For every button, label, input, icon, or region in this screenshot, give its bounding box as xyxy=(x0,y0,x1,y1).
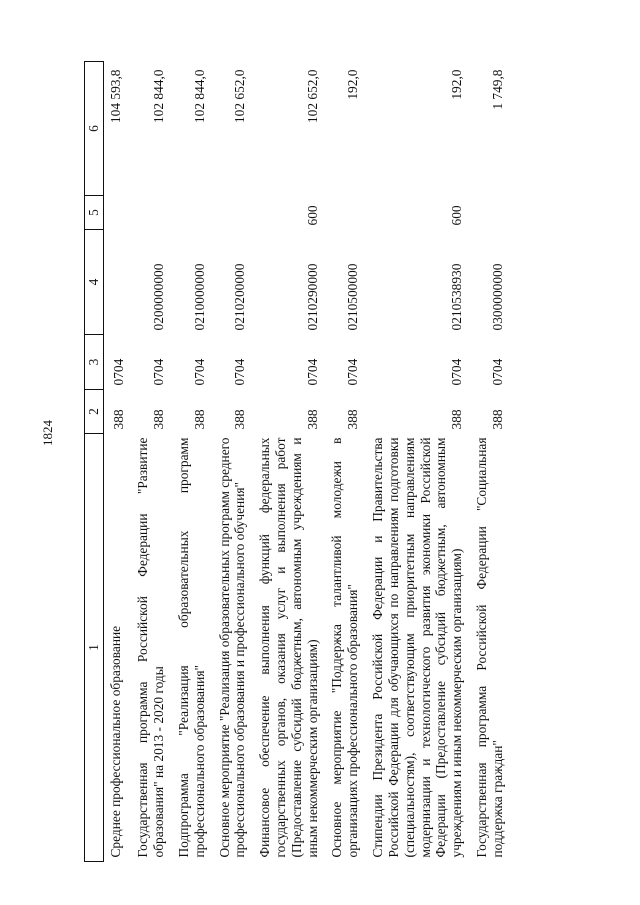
table-row xyxy=(253,62,325,862)
row-section-code: 0704 xyxy=(345,358,361,386)
row-amount: 104 593,8 xyxy=(107,69,123,124)
row-ministry-code: 388 xyxy=(345,409,361,430)
column-header-target-article: 4 xyxy=(85,230,104,335)
row-amount: 102 844,0 xyxy=(191,69,207,124)
table-body xyxy=(103,62,510,862)
row-expense-type xyxy=(213,196,254,230)
row-target-article: 0210538930 xyxy=(449,263,465,331)
row-expense-type: 600 xyxy=(304,205,320,226)
row-name: Основное мероприятие "Поддержка талантливой молодежи в организациях профессионального образования" xyxy=(329,437,361,858)
row-name: Основное мероприятие "Реализация образовательных программ среднего профессионального образования и профессионального обучения" xyxy=(216,437,248,858)
column-header-amount: 6 xyxy=(85,62,104,196)
row-expense-type xyxy=(325,196,366,230)
row-ministry-code: 388 xyxy=(489,409,505,430)
row-expense-type: 600 xyxy=(449,205,465,226)
table-row xyxy=(470,62,511,862)
row-ministry-code: 388 xyxy=(232,409,248,430)
row-target-article: 0210500000 xyxy=(345,263,361,331)
row-expense-type xyxy=(103,196,131,230)
table-row xyxy=(325,62,366,862)
row-section-code: 0704 xyxy=(151,358,167,386)
column-header-ministry: 2 xyxy=(85,390,104,434)
row-target-article xyxy=(103,230,131,335)
row-name: Финансовое обеспечение выполнения функций федеральных государственных органов, оказания услуг и выполнения работ (Предоставление субсидий бюджетным, автономным учреждениям и иным некоммерческим организациям) xyxy=(257,437,320,858)
row-section-code: 0704 xyxy=(449,358,465,386)
row-ministry-code: 388 xyxy=(449,409,465,430)
row-ministry-code: 388 xyxy=(304,409,320,430)
row-amount: 1 749,8 xyxy=(489,69,505,110)
row-amount: 102 652,0 xyxy=(232,69,248,124)
row-ministry-code: 388 xyxy=(151,409,167,430)
row-expense-type xyxy=(470,196,511,230)
row-target-article: 0210200000 xyxy=(232,263,248,331)
row-ministry-code: 388 xyxy=(110,409,126,430)
row-expense-type xyxy=(131,196,172,230)
budget-table-container xyxy=(84,62,592,862)
row-target-article: 0300000000 xyxy=(489,263,505,331)
row-amount: 102 652,0 xyxy=(304,69,320,124)
row-ministry-code: 388 xyxy=(191,409,207,430)
row-section-code: 0704 xyxy=(110,358,126,386)
table-row xyxy=(213,62,254,862)
row-name: Подпрограмма "Реализация образовательных программ профессионального образования" xyxy=(175,437,207,858)
column-header-section: 3 xyxy=(85,335,104,390)
table-row xyxy=(103,62,131,862)
table-header xyxy=(85,62,104,862)
row-target-article: 0210000000 xyxy=(191,263,207,331)
header-row xyxy=(85,62,104,862)
table-row xyxy=(366,62,470,862)
row-target-article: 0200000000 xyxy=(151,263,167,331)
row-section-code: 0704 xyxy=(191,358,207,386)
row-name: Стипендии Президента Российской Федерации и Правительства Российской Федерации для обучающихся по направлениям подготовки (специальностям), соответствующим приоритетным направлениям модернизации и технологического развития экономики Российской Федерации (Предоставление субсидий бюджетным, автономным учреждениям и иным некоммерческим организациям) xyxy=(370,437,465,858)
row-expense-type xyxy=(172,196,213,230)
page-number: 1824 xyxy=(40,420,55,446)
row-amount: 192,0 xyxy=(345,69,361,100)
row-section-code: 0704 xyxy=(304,358,320,386)
table-row xyxy=(131,62,172,862)
row-amount: 192,0 xyxy=(449,69,465,100)
column-header-name: 1 xyxy=(85,434,104,862)
row-name: Государственная программа Российской Федерации "Социальная поддержка граждан" xyxy=(473,437,505,858)
row-target-article: 0210290000 xyxy=(304,263,320,331)
column-header-expense-type: 5 xyxy=(85,196,104,230)
row-amount: 102 844,0 xyxy=(151,69,167,124)
row-name: Среднее профессиональное образование xyxy=(107,625,123,858)
row-section-code: 0704 xyxy=(232,358,248,386)
budget-table xyxy=(84,61,511,862)
row-name: Государственная программа Российской Федерации "Развитие образования" на 2013 - 2020 годы xyxy=(135,437,167,858)
table-row xyxy=(172,62,213,862)
row-section-code: 0704 xyxy=(489,358,505,386)
